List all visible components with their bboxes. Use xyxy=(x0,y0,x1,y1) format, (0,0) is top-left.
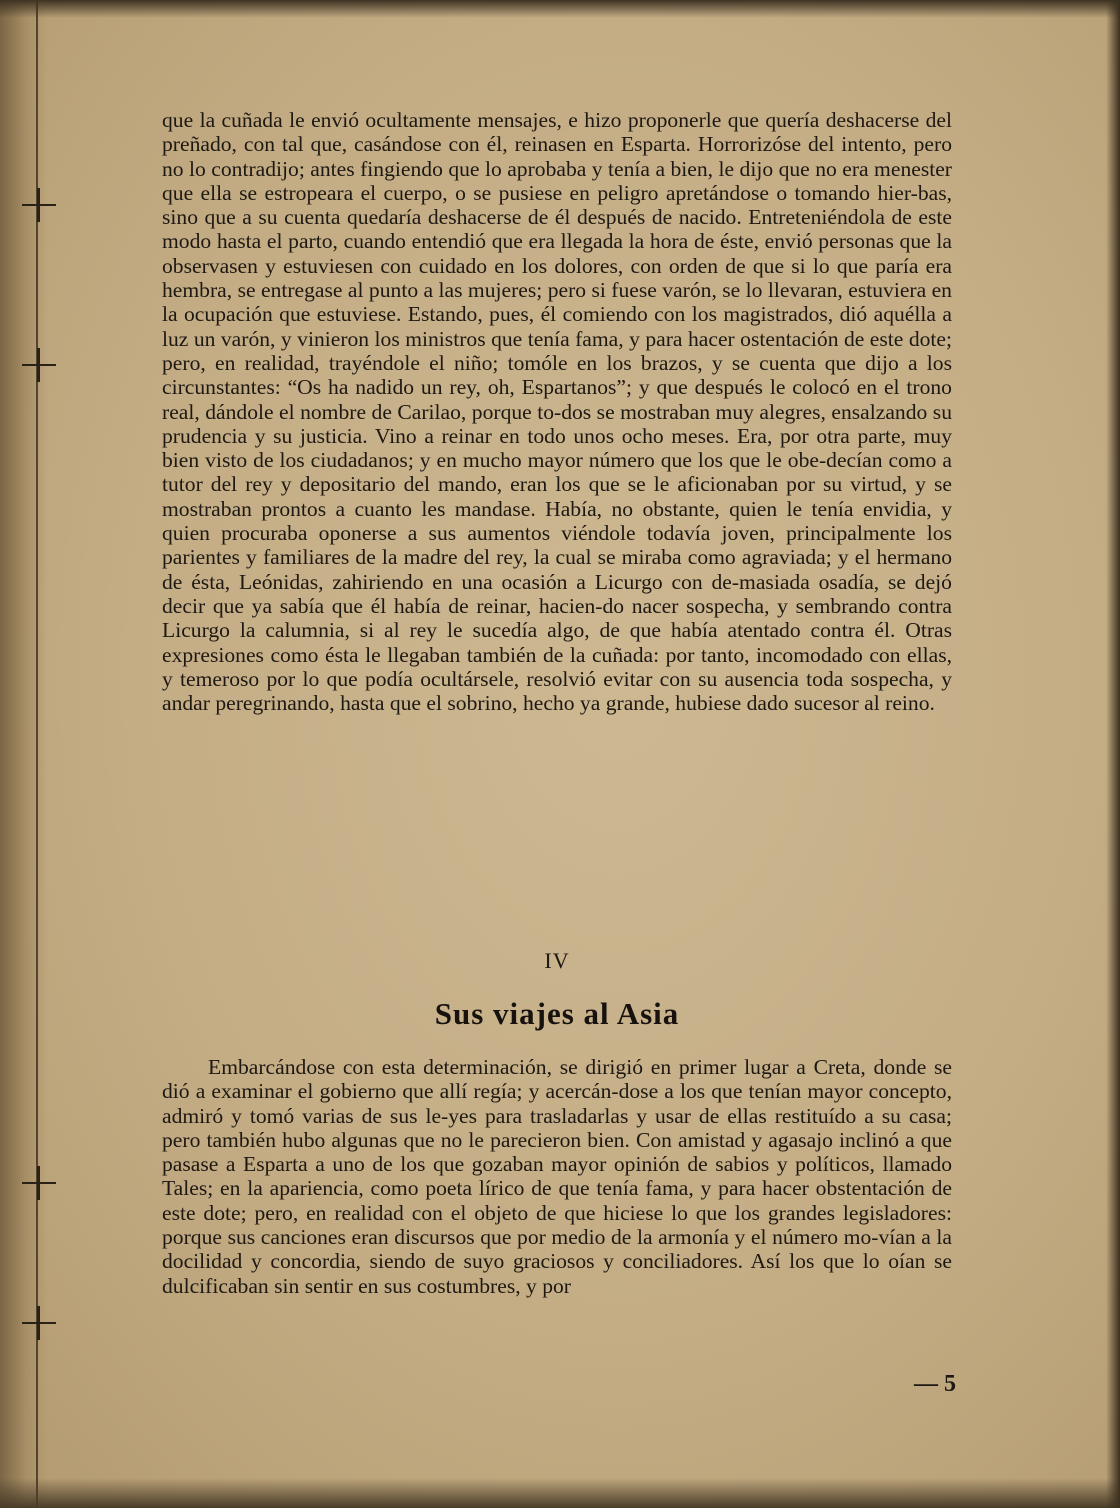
text-line: se entregase al punto a las mujeres; pero si fuese varón, se lo llevaran, xyxy=(237,278,843,303)
page-top-shadow xyxy=(0,0,1120,18)
text-line: canciones eran discursos que por medio de la armonía y el número mo- xyxy=(260,1225,879,1250)
text-line: trayéndole el niño; tomóle en los brazos, y se cuenta que dijo a los xyxy=(328,350,952,375)
body-text-section-1 xyxy=(162,108,952,715)
text-line: sabios y políticos, llamado Tales; en la apariencia, como poeta lírico de xyxy=(162,1152,953,1201)
text-line: aficionaban por su virtud, y se mostraban prontos a cuanto les mandase. xyxy=(162,472,952,521)
page-number: — 5 xyxy=(914,1371,956,1397)
text-line: dose a los que tenían mayor concepto, admiró y tomó varias de sus le- xyxy=(162,1079,952,1128)
text-line: Creta, donde se dió a examinar el gobierno que allí regía; y acercán- xyxy=(162,1055,953,1104)
text-line: los magistrados, dió aquélla a luz un varón, y vinieron los ministros xyxy=(162,302,952,351)
text-line: grande, hubiese dado sucesor al reino. xyxy=(605,691,935,716)
text-line: que la cuñada le envió ocultamente mensajes, e hizo proponerle que xyxy=(162,108,759,132)
text-line: a sus aumentos viéndole todavía joven, principalmente los parientes y xyxy=(162,521,952,570)
section-number: IV xyxy=(544,948,570,973)
text-line: decían como a tutor del rey y depositario del mando, eran los que se le xyxy=(162,448,953,497)
text-line: estuviera en la ocupación que estuviese. Estando, pues, él comiendo con xyxy=(162,278,952,327)
binding-stitch xyxy=(22,1318,56,1328)
text-line: quería deshacerse del preñado, con tal que, casándose con él, reinasen en xyxy=(162,108,952,157)
text-line: sucedía algo, de que había atentado contra él. Otras expresiones como xyxy=(162,618,953,667)
text-line: le colocó en el trono real, dándole el nombre de Carilao, porque to- xyxy=(162,375,952,424)
text-line: llegada la hora de éste, envió personas que la observasen y estuviesen xyxy=(162,229,952,278)
text-line: circunstantes: “Os ha nadido un rey, oh, Espartanos”; y que después xyxy=(162,375,763,400)
text-line: vían a la docilidad y concordia, siendo de suyo graciosos y conciliadores. xyxy=(162,1225,952,1274)
text-line: masiada osadía, se dejó decir que ya sabía que él había de reinar, hacien- xyxy=(162,569,952,618)
text-line: que tenía fama, y para hacer ostentación de este dote; pero, en realidad, xyxy=(162,326,952,375)
binding-stitch xyxy=(22,1178,56,1188)
text-line: yes para trasladarlas y usar de ellas restituído a su casa; pero también xyxy=(162,1103,952,1152)
text-line: dos se mostraban muy alegres, ensalzando su prudencia y su justicia. xyxy=(162,399,952,448)
text-line: do nacer sospecha, y sembrando contra Licurgo la calumnia, si al rey le xyxy=(162,593,952,643)
binding-stitch xyxy=(22,200,56,210)
text-line: a que pasase a Esparta a uno de los que gozaban mayor opinión de xyxy=(162,1127,952,1177)
binding-spine xyxy=(36,0,38,1508)
page-right-edge xyxy=(1106,0,1120,1508)
paragraph xyxy=(162,1055,952,1298)
text-line: con el objeto de que hiciese lo que los grandes legisladores: porque sus xyxy=(162,1200,952,1250)
text-line: con cuidado en los dolores, con orden de que si lo que paría era hembra, xyxy=(162,253,953,303)
body-text-section-2 xyxy=(162,1055,952,1298)
text-line: bas, sino que a su cuenta quedaría deshacerse de él después de nacido. xyxy=(162,180,952,230)
text-line: estropeara el cuerpo, o se pusiese en peligro apretándose o tomando hier- xyxy=(264,180,918,205)
text-line: Esparta. Horrorizóse del intento, pero no lo contradijo; antes fingiendo xyxy=(162,132,952,181)
section-title: Sus viajes al Asia xyxy=(434,996,680,1031)
paragraph xyxy=(162,108,952,715)
text-line: Embarcándose con esta determinación, se dirigió en primer lugar a xyxy=(208,1055,806,1079)
text-line: familiares de la madre del rey, la cual se miraba como agraviada; y el xyxy=(262,545,871,570)
text-line: que lo aprobaba y tenía a bien, le dijo que no era menester que ella se xyxy=(162,156,953,205)
page-bottom-shadow xyxy=(0,1478,1120,1508)
text-line: Vino a reinar en todo unos ocho meses. Era, por otra parte, muy bien xyxy=(162,423,953,473)
text-line: hubo algunas que no le parecieron bien. Con amistad y agasajo inclinó xyxy=(282,1127,900,1152)
binding-gutter xyxy=(0,0,48,1508)
text-line: hermano de ésta, Leónidas, zahiriendo en una ocasión a Licurgo con de- xyxy=(162,545,952,594)
text-line: visto de los ciudadanos; y en mucho mayor número que los que le obe- xyxy=(205,448,827,473)
text-line: Así los que lo oían se dulcificaban sin sentir en sus costumbres, y por xyxy=(162,1249,952,1298)
binding-stitch xyxy=(22,360,56,370)
text-line: ésta le llegaban también de la cuñada: por tanto, incomodado con ellas, xyxy=(324,642,952,667)
text-line: y temeroso por lo que podía ocultársele, resolvió evitar con su ausencia xyxy=(162,666,799,691)
text-line: Había, no obstante, quien le tenía envidia, y quien procuraba oponerse xyxy=(162,496,952,546)
text-line: toda sospecha, y andar peregrinando, hasta que el sobrino, hecho ya xyxy=(162,666,952,716)
text-line: que tenía fama, y para hacer obstentación de este dote; pero, en realidad xyxy=(162,1176,952,1225)
text-line: Entreteniéndola de este modo hasta el parto, cuando entendió que era xyxy=(162,205,952,254)
